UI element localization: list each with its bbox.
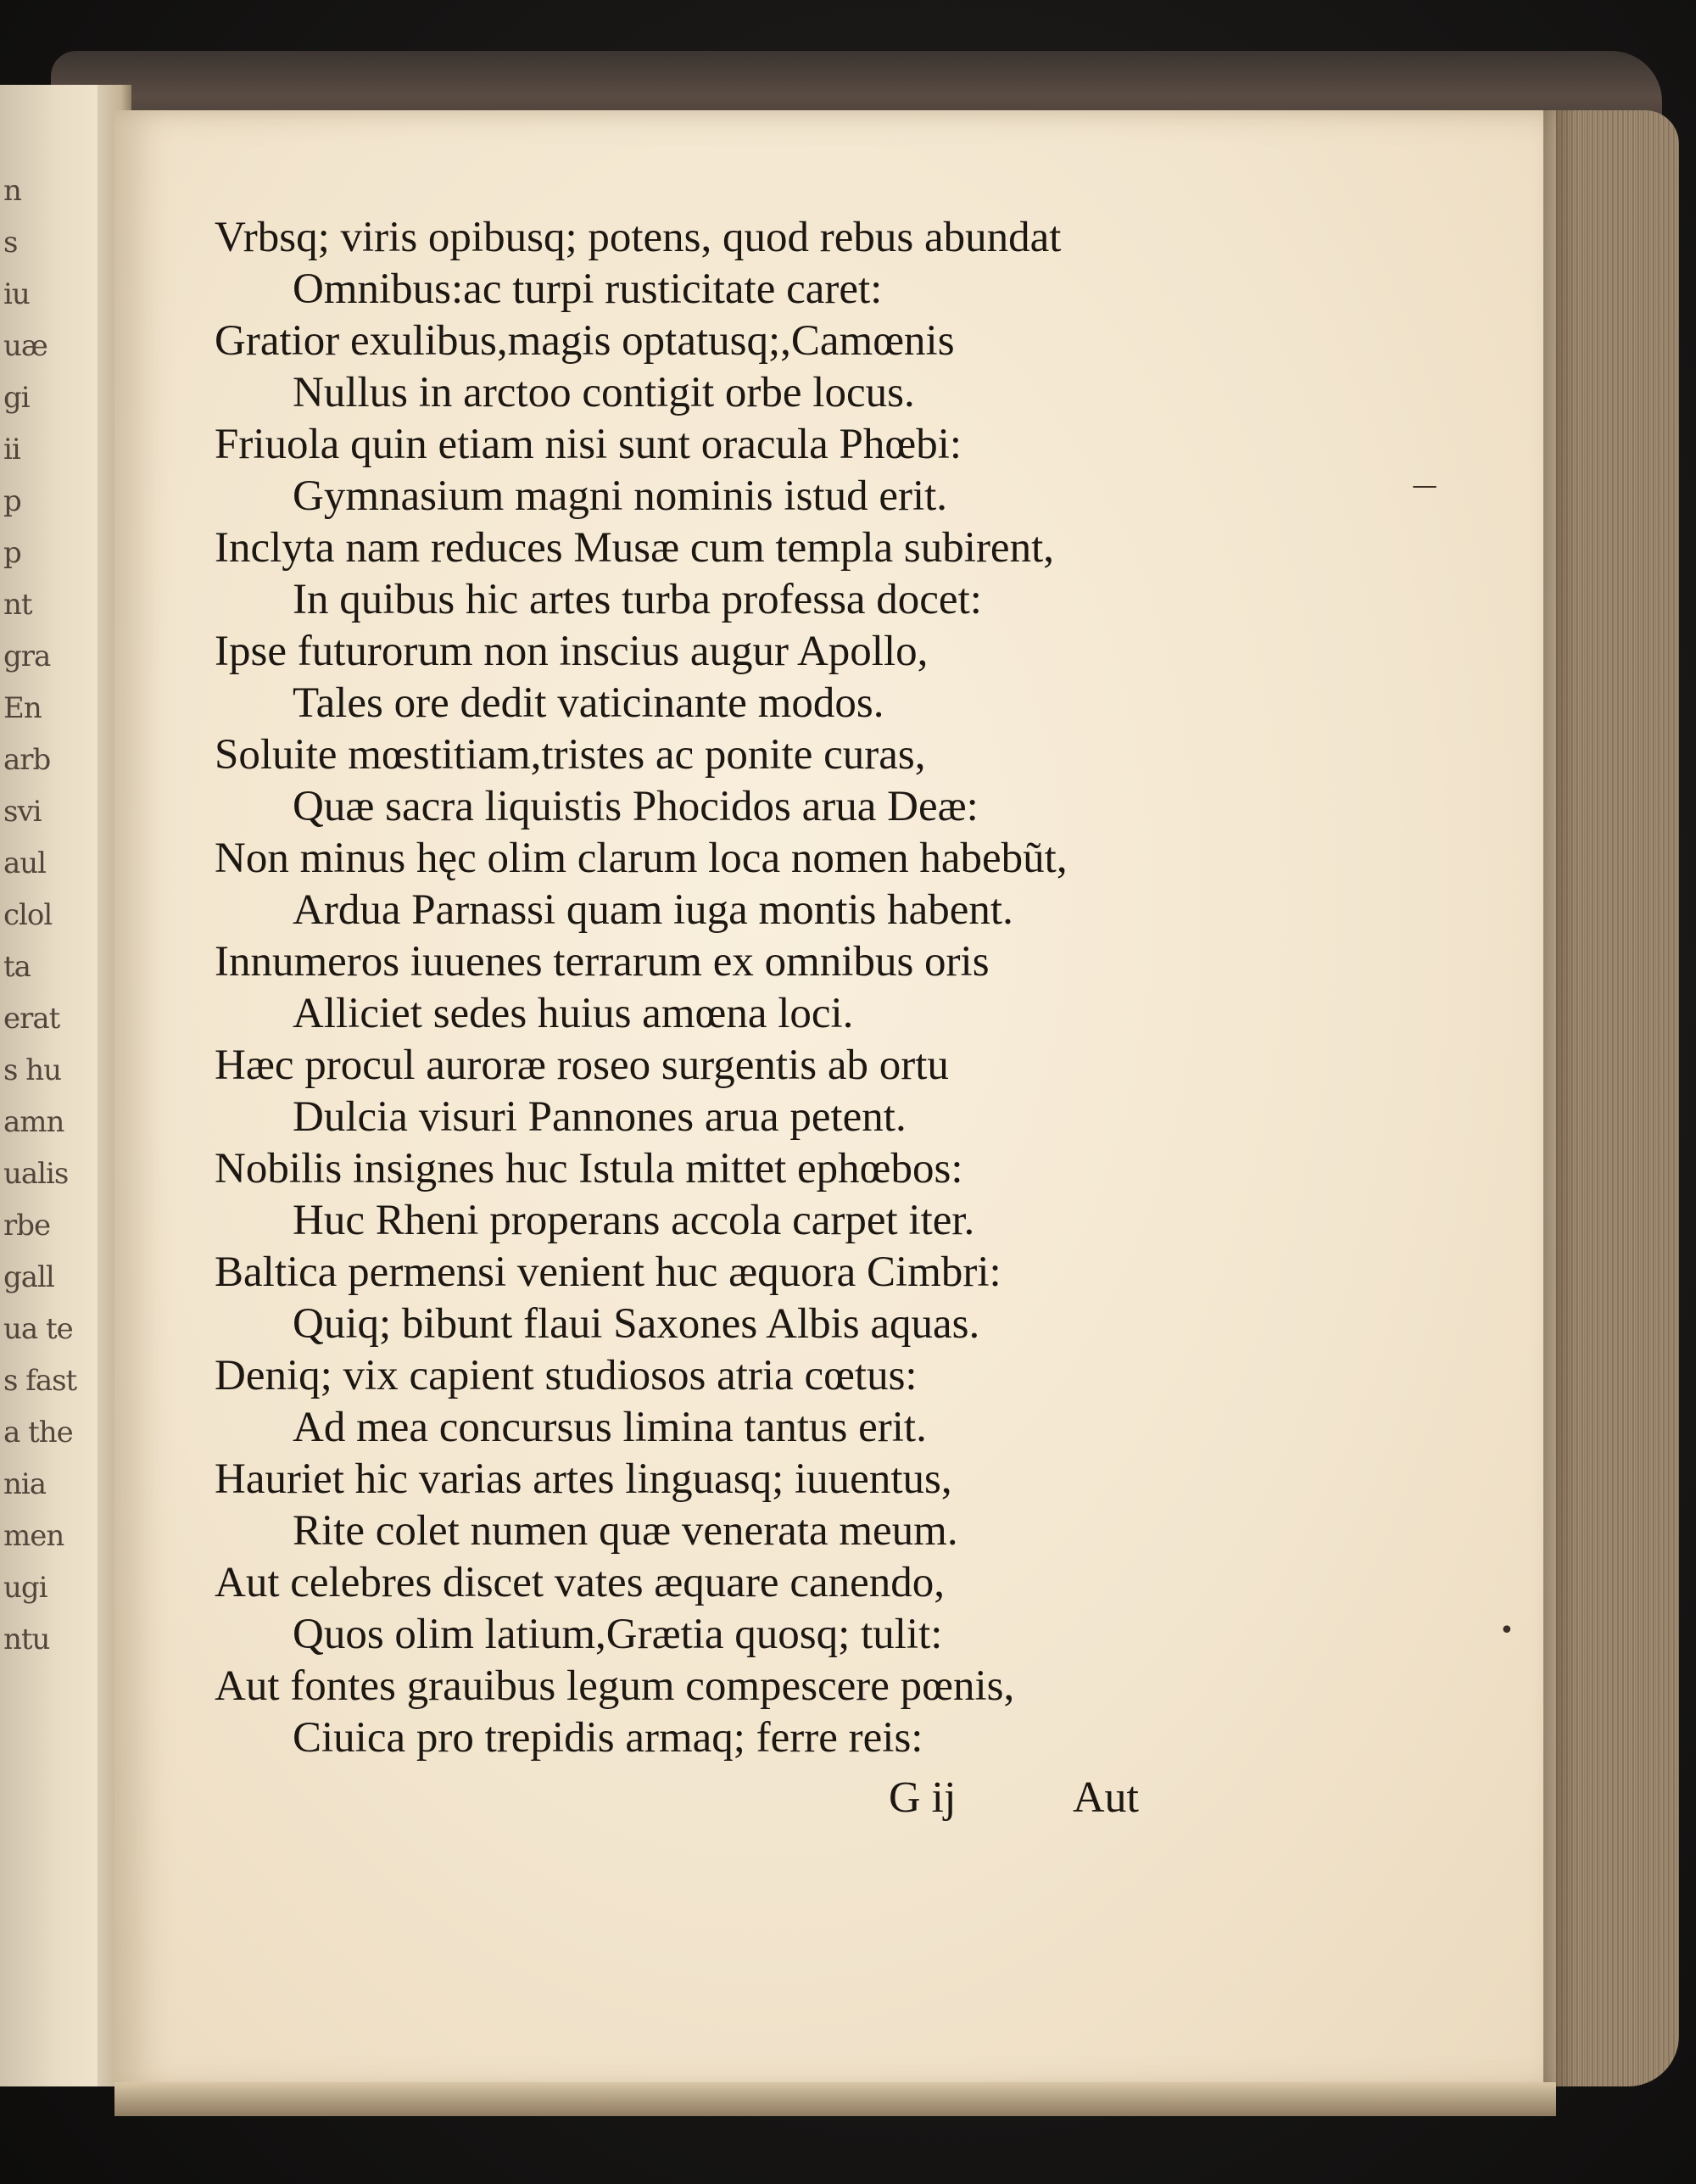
verse-text — [215, 212, 1190, 1764]
margin-mark: — — [1412, 471, 1437, 500]
fore-edge-shadow — [1543, 110, 1577, 2086]
verso-text-fragment: clol — [3, 898, 53, 932]
verse-line: Innumeros iuuenes terrarum ex omnibus oris — [215, 938, 990, 986]
verso-text-fragment: p — [3, 484, 21, 518]
margin-dot: • — [1499, 1616, 1515, 1645]
verso-text-fragment: ii — [3, 433, 20, 466]
verse-line: Quæ sacra liquistis Phocidos arua Deæ: — [293, 783, 979, 830]
verso-text-fragment: ta — [3, 950, 31, 984]
verse-line: Quos olim latium,Grætia quosq; tulit: — [293, 1611, 943, 1658]
verso-text-fragment: s hu — [3, 1053, 62, 1087]
verso-text-fragment: En — [3, 691, 42, 725]
verse-line: Omnibus:ac turpi rusticitate caret: — [293, 265, 883, 313]
verse-line: Alliciet sedes huius amœna loci. — [293, 990, 854, 1037]
verse-line: Huc Rheni properans accola carpet iter. — [293, 1197, 975, 1244]
verso-text-fragment: gra — [3, 640, 51, 673]
verse-line: In quibus hic artes turba professa docet: — [293, 576, 982, 623]
verse-line: Dulcia visuri Pannones arua petent. — [293, 1093, 907, 1141]
verso-text-fragment: erat — [3, 1002, 60, 1036]
verso-text-fragment: p — [3, 536, 21, 570]
verso-text-fragment: n — [3, 174, 21, 208]
verso-text-fragment: arb — [3, 743, 51, 777]
verse-line: Gymnasium magni nominis istud erit. — [293, 472, 948, 520]
verso-text-fragment: aul — [3, 846, 47, 880]
verso-text-fragment: ugi — [3, 1571, 47, 1605]
verso-text-fragment: nia — [3, 1467, 47, 1501]
verse-line: Aut celebres discet vates æquare canendo, — [215, 1559, 945, 1606]
verse-line: Soluite mœstitiam,tristes ac ponite curas, — [215, 731, 926, 779]
verse-line: Ipse futurorum non inscius augur Apollo, — [215, 628, 929, 675]
verse-line: Gratior exulibus,magis optatusq;,Camœnis — [215, 317, 955, 365]
verse-line: Rite colet numen quæ venerata meum. — [293, 1507, 958, 1555]
verse-line: Nobilis insignes huc Istula mittet ephœbos: — [215, 1145, 963, 1193]
verse-line: Ciuica pro trepidis armaq; ferre reis: — [293, 1714, 923, 1762]
verso-text-fragment: svi — [3, 795, 42, 829]
verse-line: Hauriet hic varias artes linguasq; iuuentus, — [215, 1455, 952, 1503]
verso-text-fragment: rbe — [3, 1209, 51, 1243]
verso-text-fragment: a the — [3, 1416, 73, 1449]
verse-line: Deniq; vix capient studiosos atria cœtus: — [215, 1352, 918, 1399]
page-bottom-edge — [114, 2082, 1556, 2116]
verso-text-fragment: uæ — [3, 329, 47, 363]
catchword: Aut — [1073, 1773, 1139, 1822]
verse-line: Inclyta nam reduces Musæ cum templa subirent, — [215, 524, 1054, 572]
verso-text-fragment: gall — [3, 1260, 54, 1294]
verso-text-fragment: ua te — [3, 1312, 73, 1346]
verso-text-fragment: nt — [3, 588, 32, 622]
verse-line: Tales ore dedit vaticinante modos. — [293, 679, 884, 727]
verse-line: Non minus hęc olim clarum loca nomen habebũt, — [215, 835, 1068, 882]
verso-text-fragment: iu — [3, 277, 30, 311]
verse-line: Nullus in arctoo contigit orbe locus. — [293, 369, 915, 416]
verso-text-fragment: ntu — [3, 1623, 50, 1656]
verse-line: Baltica permensi venient huc æquora Cimbri: — [215, 1248, 1001, 1296]
verse-line: Ardua Parnassi quam iuga montis habent. — [293, 886, 1013, 934]
verso-text-fragment: men — [3, 1519, 64, 1553]
verse-line: Vrbsq; viris opibusq; potens, quod rebus abundat — [215, 214, 1062, 261]
verso-text-fragment: ualis — [3, 1157, 69, 1191]
verse-line: Ad mea concursus limina tantus erit. — [293, 1404, 927, 1451]
verse-line: Aut fontes grauibus legum compescere pœnis, — [215, 1662, 1015, 1710]
verso-text-fragment: s — [3, 226, 18, 260]
verse-line: Friuola quin etiam nisi sunt oracula Phœbi: — [215, 421, 962, 468]
verso-text-fragment: s fast — [3, 1364, 77, 1398]
verse-line: Hæc procul auroræ roseo surgentis ab ortu — [215, 1042, 949, 1089]
verso-text-fragment: amn — [3, 1105, 64, 1139]
verso-text-fragment: gi — [3, 381, 30, 415]
signature-mark: G ij — [889, 1773, 957, 1822]
verse-line: Quiq; bibunt flaui Saxones Albis aquas. — [293, 1300, 980, 1348]
